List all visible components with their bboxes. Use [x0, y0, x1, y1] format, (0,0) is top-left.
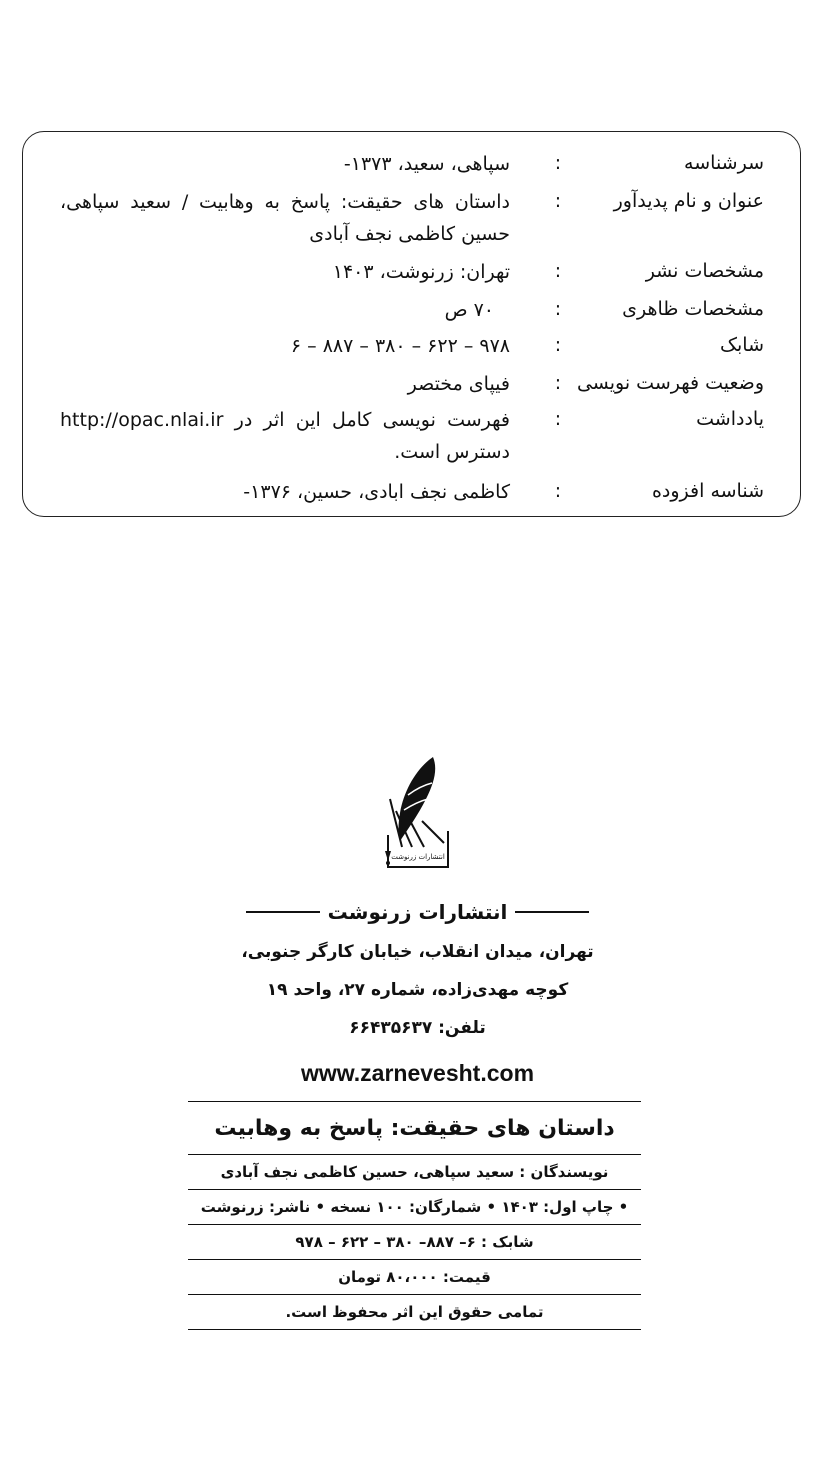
catalog-label: عنوان و نام پدیدآور: [613, 190, 764, 212]
publisher-address-line2: کوچه مهدی‌زاده، شماره ۲۷، واحد ۱۹: [266, 980, 569, 1000]
publisher-website: www.zarnevesht.com: [300, 1060, 535, 1086]
book-isbn: شابک : ۶– ۸۸۷– ۳۸۰ – ۶۲۲ – ۹۷۸: [188, 1224, 641, 1259]
catalog-colon: :: [554, 260, 562, 282]
book-title: داستان های حقیقت: پاسخ به وهابیت: [188, 1101, 641, 1154]
catalog-colon: :: [554, 334, 562, 356]
catalog-value: داستان های حقیقت: پاسخ به وهابیت / سعید سپاهی، حسین کاظمی نجف آبادی: [60, 191, 510, 245]
cataloging-box: [22, 131, 801, 517]
catalog-label: مشخصات نشر: [645, 260, 764, 282]
catalog-value: کاظمی نجف ابادی، حسین، ۱۳۷۶-: [243, 481, 510, 503]
book-rights: تمامی حقوق این اثر محفوظ است.: [188, 1294, 641, 1330]
feather-quill-logo-icon: [378, 755, 453, 873]
catalog-label: سرشناسه: [684, 152, 764, 174]
catalog-label: شناسه افزوده: [651, 480, 764, 502]
catalog-colon: :: [554, 372, 562, 394]
catalog-value: سپاهی، سعید، ۱۳۷۳-: [343, 153, 510, 175]
catalog-value: ۷۰ ص: [444, 299, 494, 321]
catalog-value: فیپای مختصر: [407, 373, 510, 395]
catalog-colon: :: [554, 190, 562, 212]
catalog-label: مشخصات ظاهری: [622, 298, 764, 320]
book-info-table: [188, 1101, 641, 1330]
divider-dash: [246, 911, 320, 913]
catalog-label: وضعیت فهرست نویسی: [576, 372, 764, 394]
book-authors: نویسندگان : سعید سپاهی، حسین کاظمی نجف آبادی: [188, 1154, 641, 1189]
publisher-heading: [0, 897, 835, 927]
book-edition: • چاپ اول: ۱۴۰۳ • شمارگان: ۱۰۰ نسخه • ناشر: زرنوشت: [188, 1189, 641, 1224]
catalog-value: تهران: زرنوشت، ۱۴۰۳: [332, 261, 510, 283]
divider-dash: [515, 911, 589, 913]
publisher-name: انتشارات زرنوشت: [327, 900, 508, 924]
catalog-colon: :: [554, 298, 562, 320]
catalog-label: یادداشت: [696, 408, 764, 430]
catalog-value: فهرست نویسی کامل این اثر در http://opac.nlai.ir دسترس است.: [60, 409, 510, 463]
publisher-address-line1: تهران، میدان انقلاب، خیابان کارگر جنوبی،: [241, 942, 594, 962]
publisher-phone: تلفن: ۶۶۴۳۵۶۳۷: [349, 1018, 486, 1038]
catalog-colon: :: [554, 152, 562, 174]
catalog-colon: :: [554, 408, 562, 430]
book-price: قیمت: ۸۰،۰۰۰ تومان: [188, 1259, 641, 1294]
catalog-label: شابک: [719, 334, 764, 356]
catalog-value: ۹۷۸ – ۶۲۲ – ۳۸۰ – ۸۸۷ – ۶: [290, 335, 510, 357]
catalog-colon: :: [554, 480, 562, 502]
logo-text: انتشارات زرنوشت: [391, 853, 445, 861]
